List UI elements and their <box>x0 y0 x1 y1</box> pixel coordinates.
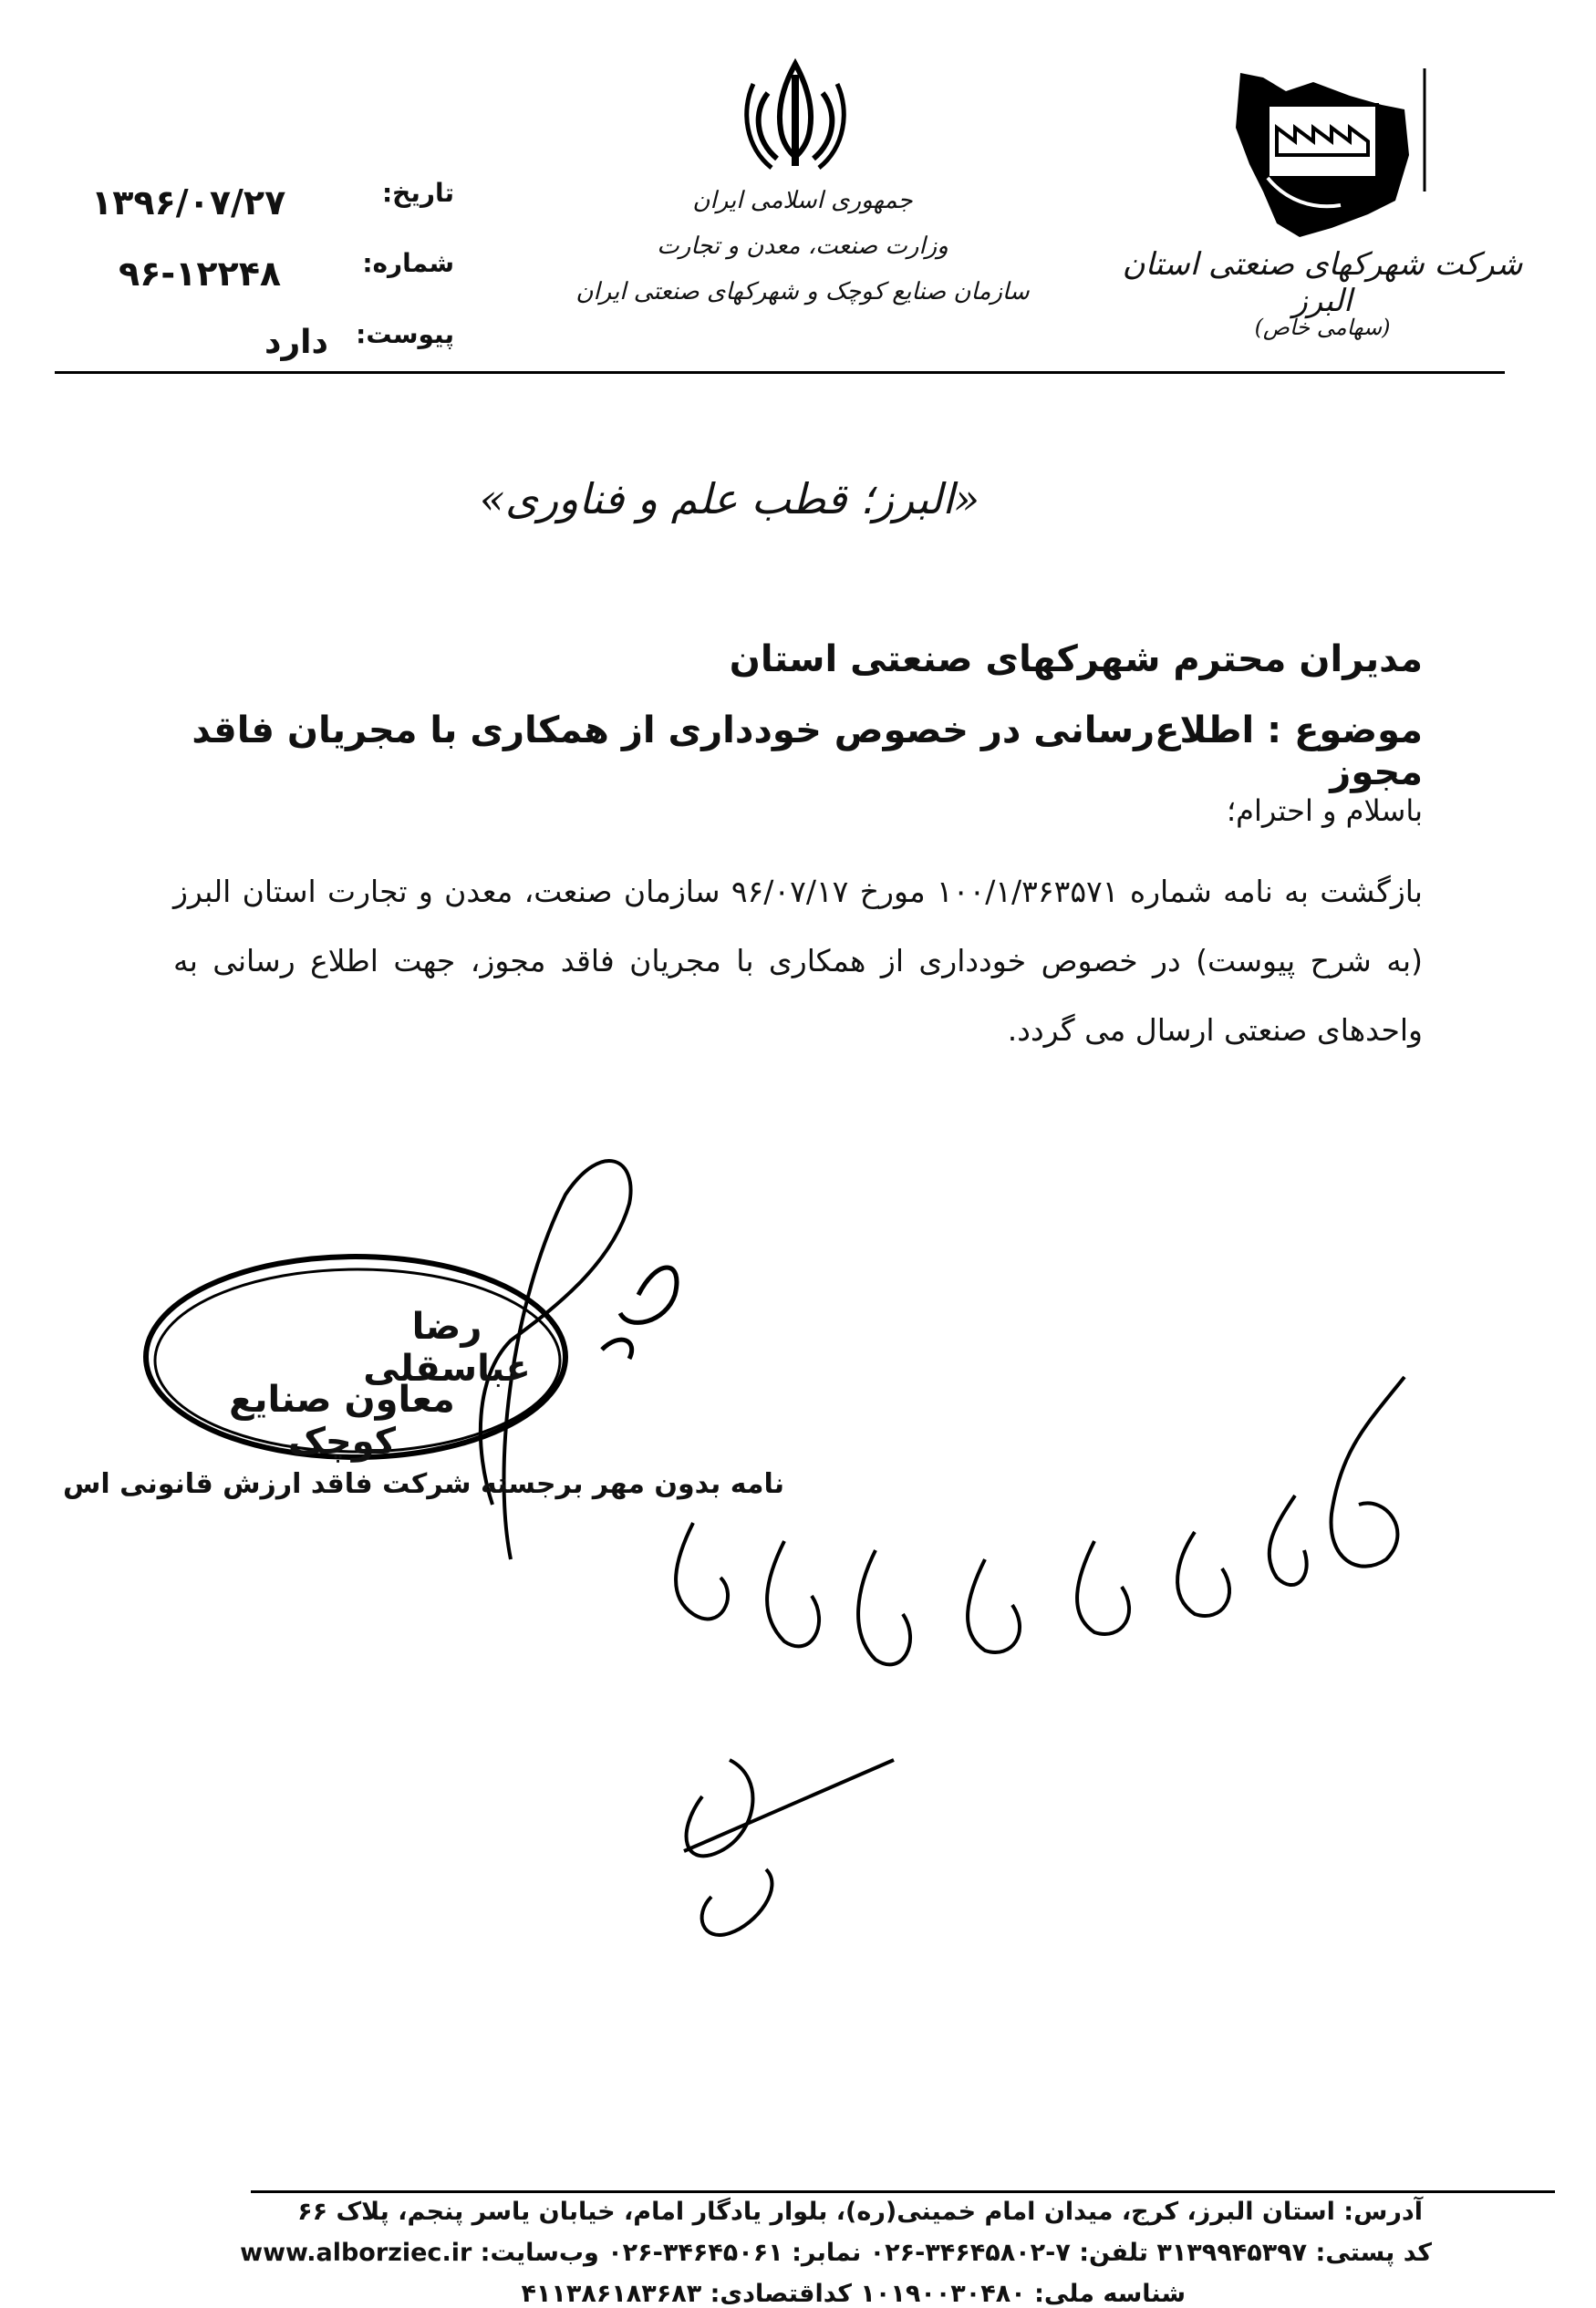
stamp-note: نامه بدون مهر برجسته شرکت فاقد ارزش قانونی اس <box>62 1468 784 1500</box>
header-line-organization: سازمان صنایع کوچک و شهرکهای صنعتی ایران <box>575 278 1030 305</box>
number-label: شماره: <box>362 248 454 278</box>
attachment-label: پیوست: <box>356 319 454 349</box>
company-logo-icon <box>1213 55 1432 251</box>
signature-initial-icon <box>602 1268 677 1359</box>
signature-drawings <box>0 1122 1596 2125</box>
handwritten-note-icon <box>676 1377 1404 1664</box>
company-name: شرکت شهرکهای صنعتی استان البرز <box>1122 246 1523 319</box>
footer-address: آدرس: استان البرز، کرج، میدان امام خمینی(ره)، بلوار یادگار امام، خیابان یاسر پنجم، پلاک ۶۶ <box>297 2198 1423 2226</box>
header-line-ministry: وزارت صنعت، معدن و تجارت <box>657 233 948 260</box>
date-value: ۱۳۹۶/۰۷/۲۷ <box>91 182 286 223</box>
recipient: مدیران محترم شهرکهای صنعتی استان <box>729 638 1423 680</box>
subject: موضوع : اطلاع‌رسانی در خصوص خودداری از همکاری با مجریان فاقد مجوز <box>192 709 1423 793</box>
number-value: ۹۶-۱۲۲۴۸ <box>119 254 282 294</box>
signer-name: رضا عباسقلی <box>363 1306 531 1390</box>
ministry-header <box>565 178 1040 315</box>
letter-body: بازگشت به نامه شماره ۱۰۰/۱/۳۶۳۵۷۱ مورخ ۹۶/۰۷/۱۷ سازمان صنعت، معدن و تجارت استان البرز (به شرح پیوست) در خصوص خودداری از همکاری با مجریان فاقد مجوز، جهت اطلاع رسانی به واحدهای صنعتی ارسال می گردد. <box>173 874 1423 1048</box>
header-divider <box>55 371 1505 374</box>
signer-title: معاون صنایع کوچک <box>229 1379 455 1463</box>
handwritten-initial-icon <box>684 1760 894 1935</box>
iran-emblem-icon <box>741 57 850 175</box>
date-label: تاریخ: <box>381 178 454 208</box>
header-line-republic: جمهوری اسلامی ایران <box>692 187 913 214</box>
attachment-value: دارد <box>264 324 328 361</box>
footer-contact: کد پستی: ۳۱۳۹۹۴۵۳۹۷ تلفن: ۷-۳۴۶۴۵۸۰۲-۰۲۶ نمابر: ۳۴۶۴۵۰۶۱-۰۲۶ وب‌سایت: www.alborziec.ir <box>240 2239 1432 2267</box>
footer-ids: شناسه ملی: ۱۰۱۹۰۰۳۰۴۸۰ کداقتصادی: ۴۱۱۳۸۶۱۸۳۶۸۳ <box>521 2280 1186 2308</box>
motto: «البرز؛ قطب علم و فناوری» <box>479 474 980 523</box>
footer-divider <box>251 2190 1555 2193</box>
company-type: (سهامی خاص) <box>1254 315 1391 340</box>
greeting: باسلام و احترام؛ <box>1226 793 1423 828</box>
